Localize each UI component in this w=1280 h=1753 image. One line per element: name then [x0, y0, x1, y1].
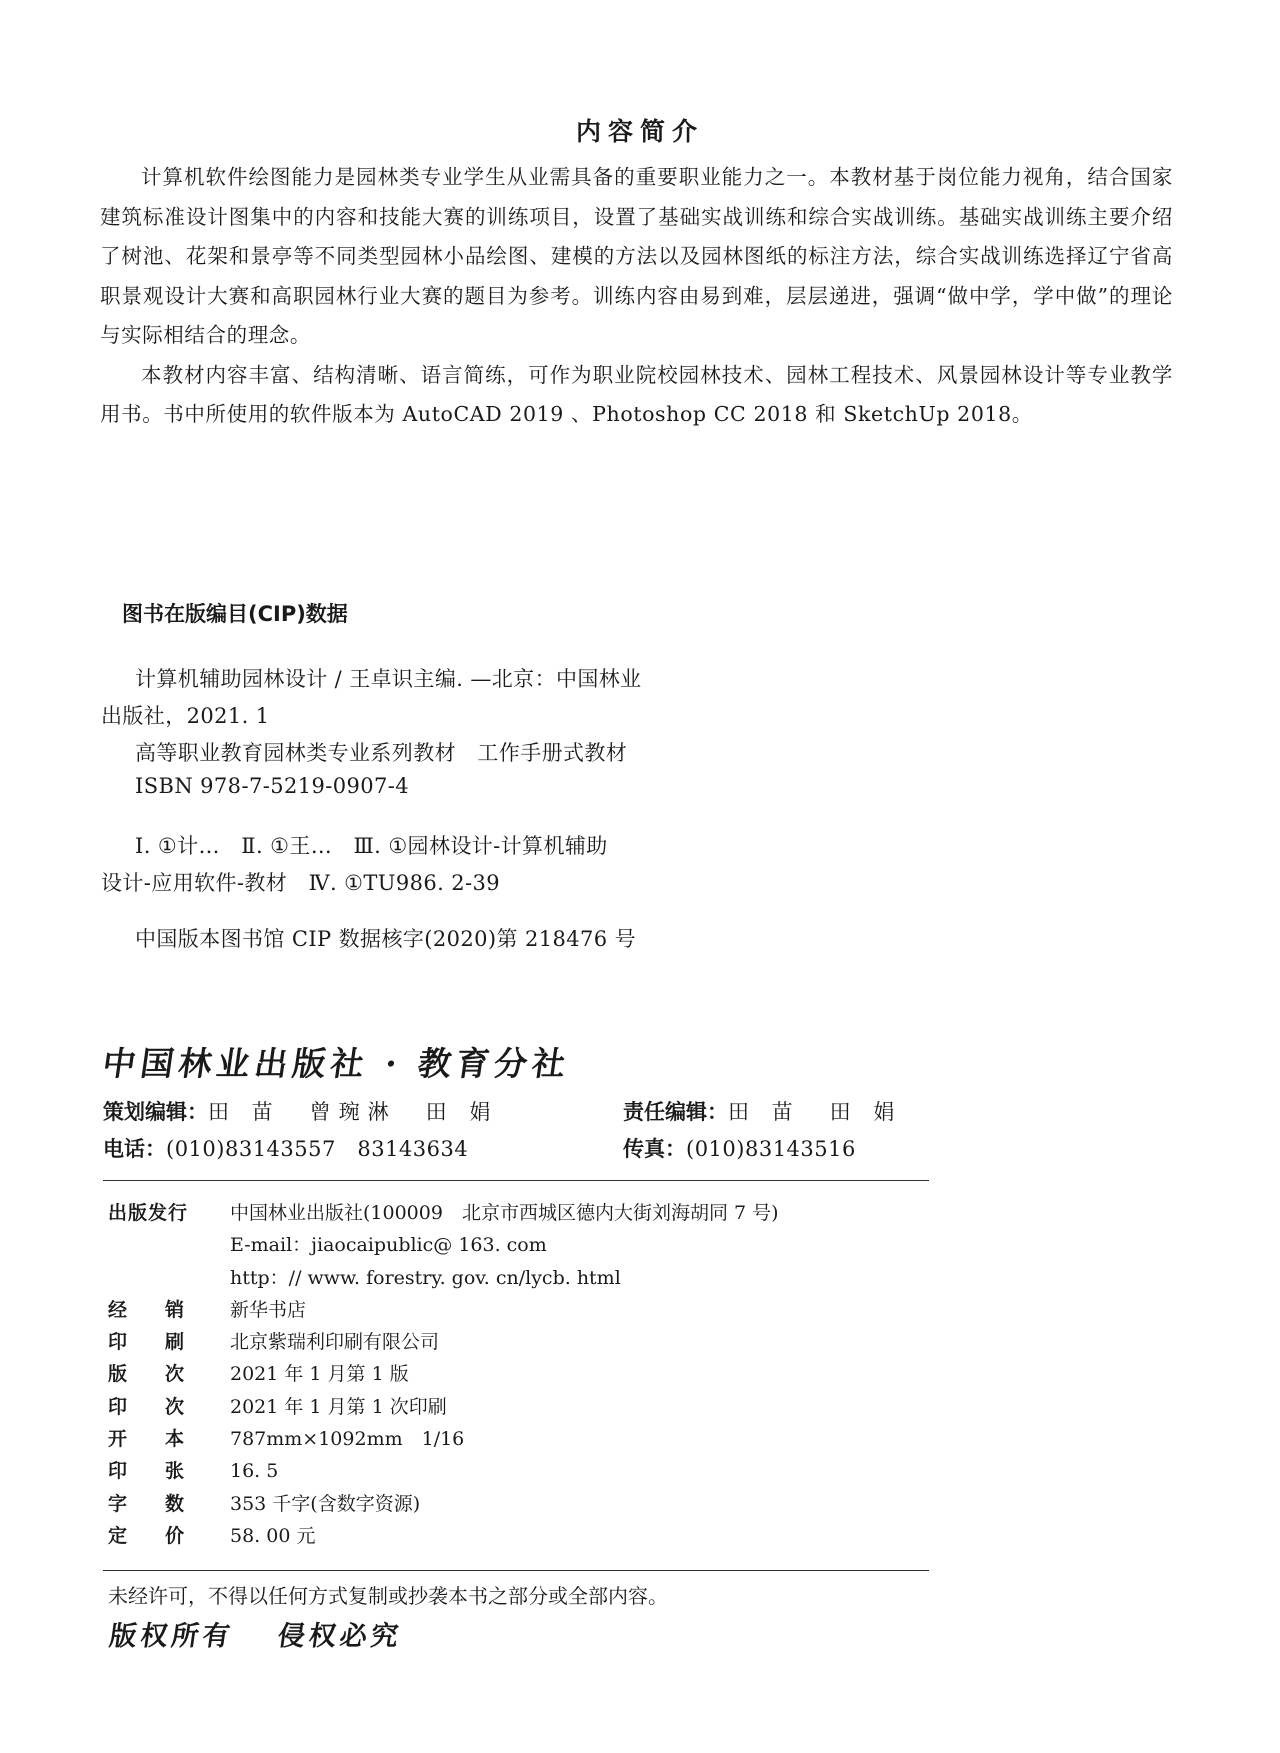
divider [103, 1180, 929, 1181]
responsible-editor [623, 1096, 902, 1126]
fax [623, 1133, 856, 1163]
detail-row [108, 1358, 938, 1390]
detail-value: 2021 年 1 月第 1 次印刷 [230, 1395, 447, 1418]
detail-row [108, 1455, 938, 1487]
detail-row [108, 1520, 938, 1552]
detail-label: 印刷 [108, 1331, 184, 1354]
detail-label: 出版发行 [108, 1202, 189, 1224]
publication-details [108, 1197, 938, 1552]
detail-label: 定价 [108, 1524, 184, 1547]
detail-row [108, 1294, 938, 1326]
detail-value: 787mm×1092mm 1/16 [230, 1428, 465, 1451]
cip-line: 中国版本图书馆 CIP 数据核字(2020)第 218476 号 [135, 927, 636, 951]
rights-reserved: 版权所有 侵权必究 [107, 1621, 405, 1652]
email-value: E-mail：jiaocaipublic@ 163. com [230, 1234, 547, 1257]
cip-line: Ⅰ. ①计… Ⅱ. ①王… Ⅲ. ①园林设计-计算机辅助 [135, 834, 608, 858]
cip-isbn: ISBN 978-7-5219-0907-4 [135, 774, 410, 798]
website-value: http：// www. forestry. gov. cn/lycb. html [230, 1266, 621, 1289]
detail-value: 58. 00 元 [230, 1524, 316, 1547]
detail-value: 16. 5 [230, 1460, 279, 1483]
cip-line: 高等职业教育园林类专业系列教材 工作手册式教材 [135, 741, 628, 765]
detail-label: 版次 [108, 1363, 184, 1386]
divider [103, 1570, 929, 1571]
publisher-name: 中国林业出版社 · 教育分社 [99, 1044, 573, 1083]
cip-heading: 图书在版编目(CIP)数据 [122, 602, 348, 626]
cip-line: 设计-应用软件-教材 Ⅳ. ①TU986. 2-39 [101, 871, 501, 895]
detail-row [108, 1391, 938, 1423]
detail-row-web [108, 1262, 938, 1294]
phone-value: (010)83143557 83143634 [166, 1137, 469, 1161]
detail-label: 经销 [108, 1298, 184, 1321]
responsible-editor-names: 田 苗 田 娟 [728, 1100, 903, 1124]
detail-row [108, 1488, 938, 1520]
detail-value: 353 千字(含数字资源) [230, 1492, 421, 1515]
planning-editor [103, 1096, 498, 1126]
detail-label: 印张 [108, 1460, 184, 1483]
detail-value: 北京紫瑞利印刷有限公司 [230, 1331, 440, 1354]
detail-label: 开本 [108, 1428, 184, 1451]
detail-row [108, 1326, 938, 1358]
phone [103, 1133, 468, 1163]
detail-value: 新华书店 [230, 1298, 307, 1321]
detail-row-publish [108, 1197, 938, 1229]
responsible-editor-label: 责任编辑： [623, 1100, 728, 1124]
phone-label: 电话： [103, 1137, 166, 1161]
planning-editor-label: 策划编辑： [103, 1100, 208, 1124]
detail-row [108, 1423, 938, 1455]
summary-body [100, 158, 1173, 435]
detail-value: 2021 年 1 月第 1 版 [230, 1363, 409, 1386]
summary-paragraph: 计算机软件绘图能力是园林类专业学生从业需具备的重要职业能力之一。本教材基于岗位能力视角，结合国家建筑标准设计图集中的内容和技能大赛的训练项目，设置了基础实战训练和综合实战训练。基础实战训练主要介绍了树池、花架和景亭等不同类型园林小品绘图、建模的方法以及园林图纸的标注方法，综合实战训练选择辽宁省高职景观设计大赛和高职园林行业大赛的题目为参考。训练内容由易到难，层层递进，强调“做中学，学中做”的理论与实际相结合的理念。 [100, 165, 1173, 347]
fax-label: 传真： [623, 1137, 686, 1161]
summary-title: 内容简介 [575, 117, 704, 146]
detail-label: 印次 [108, 1395, 184, 1418]
cip-line: 出版社，2021. 1 [101, 704, 270, 728]
detail-row-email [108, 1229, 938, 1261]
summary-paragraph: 本教材内容丰富、结构清晰、语言简练，可作为职业院校园林技术、园林工程技术、风景园林设计等专业教学用书。书中所使用的软件版本为 AutoCAD 2019 、Photoshop CC 2018 和 SketchUp 2018。 [100, 362, 1173, 426]
planning-editor-names: 田 苗 曾琬淋 田 娟 [208, 1100, 499, 1124]
cip-line: 计算机辅助园林设计 / 王卓识主编. —北京：中国林业 [135, 667, 642, 691]
copyright-notice: 未经许可，不得以任何方式复制或抄袭本书之部分或全部内容。 [108, 1584, 668, 1608]
detail-label: 字数 [108, 1492, 184, 1515]
fax-value: (010)83143516 [686, 1137, 856, 1161]
detail-value: 中国林业出版社(100009 北京市西城区德内大街刘海胡同 7 号) [230, 1202, 779, 1224]
